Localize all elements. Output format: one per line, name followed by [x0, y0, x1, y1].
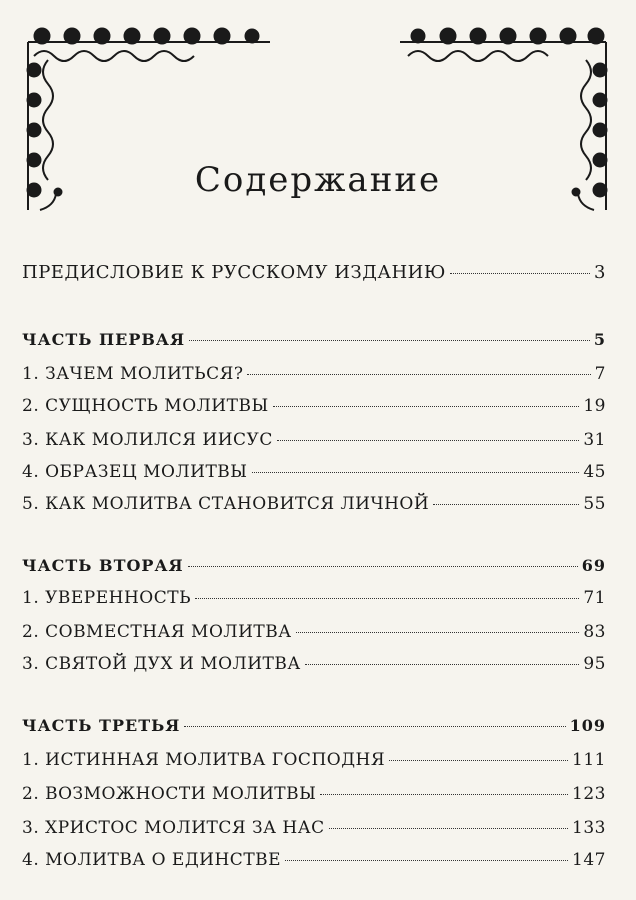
toc-page-number: 3: [594, 262, 606, 283]
toc-chapter-entry: [22, 396, 606, 416]
toc-entry-label: 2. СОВМЕСТНАЯ МОЛИТВА: [22, 622, 292, 642]
dotted-leader: [188, 566, 578, 567]
toc-page-number: 109: [569, 716, 606, 735]
toc-page-number: 5: [593, 330, 606, 349]
toc-entry-label: 3. КАК МОЛИЛСЯ ИИСУС: [22, 430, 273, 450]
toc-page-number: 83: [583, 622, 606, 642]
dotted-leader: [320, 794, 568, 795]
toc-part-heading: [22, 330, 606, 349]
toc-page-number: 55: [583, 494, 606, 514]
toc-chapter-entry: [22, 588, 606, 608]
toc-entry-label: 3. ХРИСТОС МОЛИТСЯ ЗА НАС: [22, 818, 325, 838]
toc-entry-label: 2. СУЩНОСТЬ МОЛИТВЫ: [22, 396, 269, 416]
toc-page-number: 19: [583, 396, 606, 416]
dotted-leader: [450, 273, 590, 274]
dotted-leader: [189, 340, 590, 341]
toc-page-number: 147: [572, 850, 606, 870]
dotted-leader: [247, 374, 590, 375]
toc-entry-label: 2. ВОЗМОЖНОСТИ МОЛИТВЫ: [22, 784, 317, 804]
toc-entry-label: 4. МОЛИТВА О ЕДИНСТВЕ: [22, 850, 282, 870]
toc-page-number: 69: [581, 556, 606, 575]
dotted-leader: [252, 472, 580, 473]
toc-page-number: 123: [572, 784, 606, 804]
dotted-leader: [433, 504, 579, 505]
toc-chapter-entry: [22, 462, 606, 482]
dotted-leader: [273, 406, 580, 407]
dotted-leader: [296, 632, 580, 633]
dotted-leader: [184, 726, 565, 727]
dotted-leader: [389, 760, 568, 761]
toc-entry-label: 1. УВЕРЕННОСТЬ: [22, 588, 192, 608]
toc-page-number: 7: [594, 364, 606, 384]
toc-page-number: 95: [583, 654, 606, 674]
toc-page-number: 71: [583, 588, 606, 608]
toc-page-number: 133: [572, 818, 606, 838]
toc-chapter-entry: [22, 818, 606, 838]
dotted-leader: [329, 828, 568, 829]
toc-entry-label: ЧАСТЬ ТРЕТЬЯ: [22, 716, 181, 735]
toc-page-number: 111: [572, 750, 606, 770]
toc-entry-label: ЧАСТЬ ВТОРАЯ: [22, 556, 184, 575]
toc-chapter-entry: [22, 654, 606, 674]
toc-chapter-entry: [22, 364, 606, 384]
toc-chapter-entry: [22, 850, 606, 870]
dotted-leader: [277, 440, 580, 441]
toc-chapter-entry: [22, 430, 606, 450]
toc-entry-label: ПРЕДИСЛОВИЕ К РУССКОМУ ИЗДАНИЮ: [22, 262, 446, 283]
page-title: Содержание: [194, 160, 442, 200]
dotted-leader: [285, 860, 568, 861]
toc-chapter-entry: [22, 784, 606, 804]
toc-chapter-entry: [22, 750, 606, 770]
toc-entry-label: 4. ОБРАЗЕЦ МОЛИТВЫ: [22, 462, 248, 482]
dotted-leader: [195, 598, 579, 599]
toc-part-heading: [22, 556, 606, 575]
toc-chapter-entry: [22, 622, 606, 642]
toc-entry-label: 5. КАК МОЛИТВА СТАНОВИТСЯ ЛИЧНОЙ: [22, 494, 430, 514]
toc-entry-label: ЧАСТЬ ПЕРВАЯ: [22, 330, 186, 349]
toc-preface-entry: [22, 262, 606, 283]
toc-entry-label: 3. СВЯТОЙ ДУХ И МОЛИТВА: [22, 654, 301, 674]
toc-entry-label: 1. ИСТИННАЯ МОЛИТВА ГОСПОДНЯ: [22, 750, 386, 770]
toc-page-number: 45: [583, 462, 606, 482]
dotted-leader: [305, 664, 580, 665]
toc-chapter-entry: [22, 494, 606, 514]
toc-entry-label: 1. ЗАЧЕМ МОЛИТЬСЯ?: [22, 364, 244, 384]
toc-part-heading: [22, 716, 606, 735]
toc-page-number: 31: [583, 430, 606, 450]
